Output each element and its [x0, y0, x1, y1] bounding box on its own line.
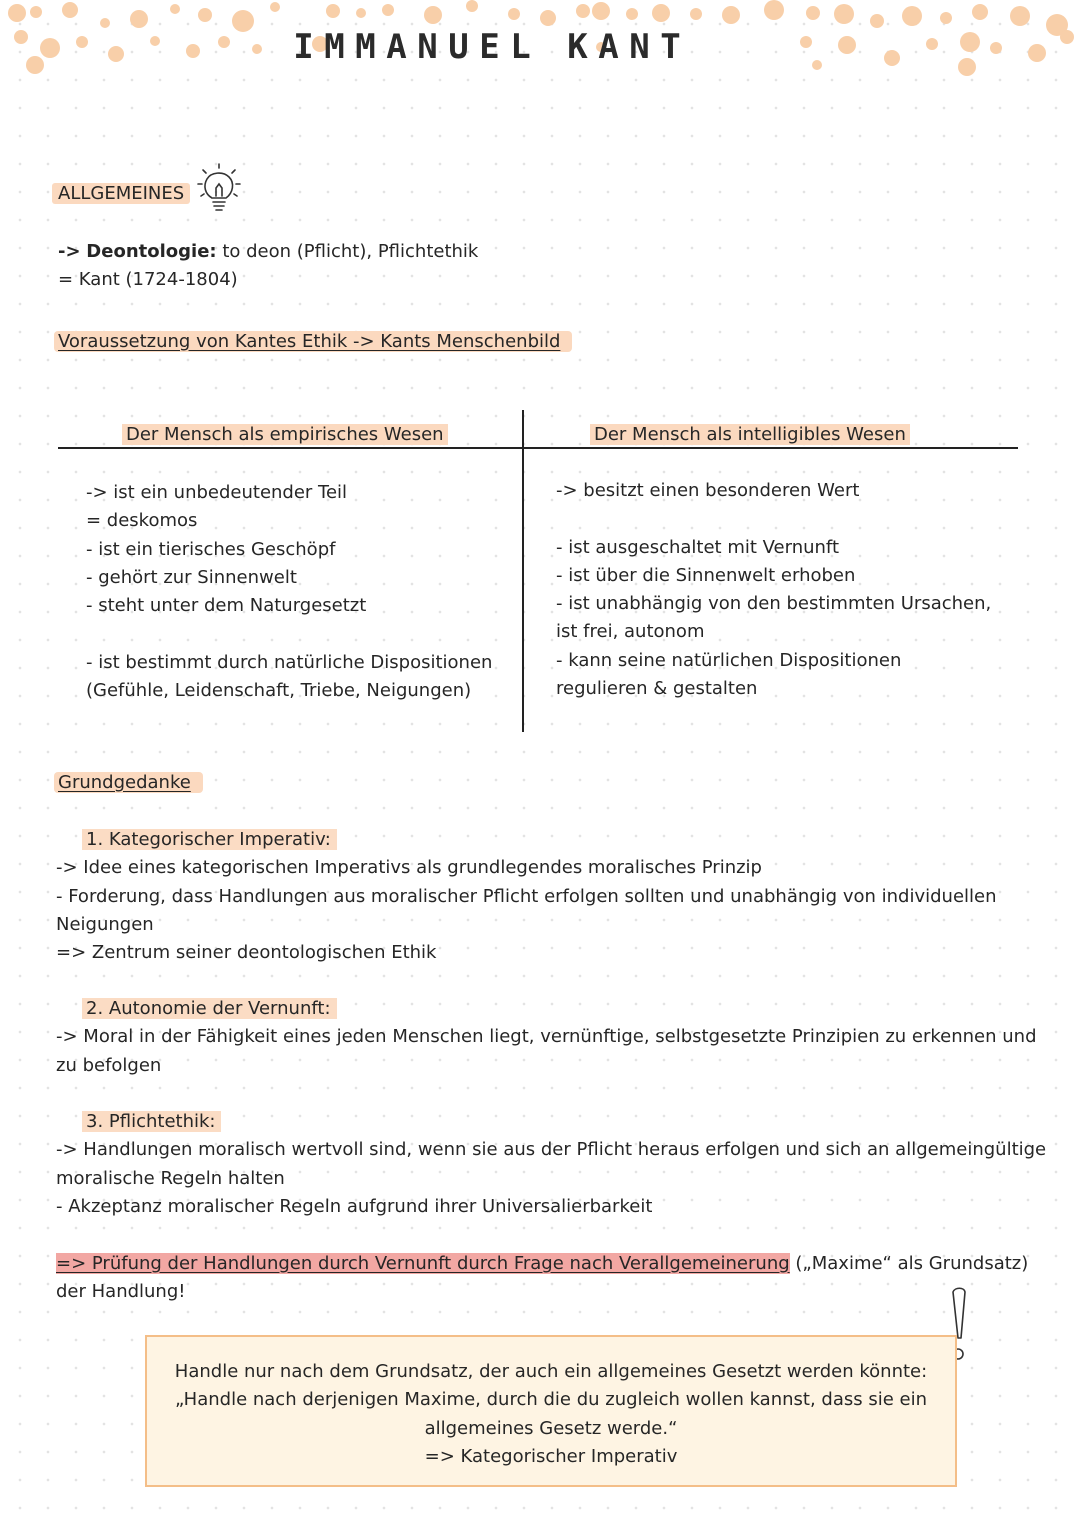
voraussetzung-text: Voraussetzung von Kantes Ethik -> Kants Menschenbild: [54, 331, 572, 352]
left-column-header: [122, 421, 448, 449]
list-item: - gehört zur Sinnenwelt: [86, 566, 297, 588]
title-letter: N: [629, 27, 650, 67]
right-column-header: [590, 421, 910, 449]
pruefung-line: [56, 1250, 1028, 1278]
pruefung-highlight: => Prüfung der Handlungen durch Vernunft durch Frage nach Verallgemeinerung: [56, 1253, 790, 1274]
dot-icon: [990, 42, 1002, 54]
title-letter: K: [567, 27, 588, 67]
title-letter: N: [417, 27, 438, 67]
dot-icon: [926, 38, 938, 50]
box-line: => Kategorischer Imperativ: [424, 1445, 678, 1467]
dot-icon: [838, 36, 856, 54]
list-item: (Gefühle, Leidenschaft, Triebe, Neigungen): [86, 680, 472, 702]
dot-icon: [424, 6, 442, 24]
paragraph-line: -> Handlungen moralisch wertvoll sind, wenn sie aus der Pflicht heraus erfolgen und sich an allgemeingültige: [56, 1139, 1047, 1161]
paragraph-line: -> Idee eines kategorischen Imperativs als grundlegendes moralisches Prinzip: [56, 857, 762, 879]
dot-icon: [884, 50, 900, 66]
dot-icon: [14, 30, 28, 44]
dot-icon: [130, 10, 148, 28]
list-item: = deskomos: [86, 510, 198, 532]
list-item: - ist bestimmt durch natürliche Dispositionen: [86, 651, 493, 673]
paragraph-line: Neigungen: [56, 913, 154, 935]
dot-icon: [1028, 44, 1046, 62]
dot-icon: [690, 8, 702, 20]
dot-icon: [218, 36, 230, 48]
dot-icon: [356, 8, 366, 18]
deontologie-definition: to deon (Pflicht), Pflichtethik: [222, 241, 479, 262]
dot-icon: [960, 32, 980, 52]
left-column-header-text: Der Mensch als empirisches Wesen: [122, 424, 448, 445]
dot-icon: [722, 6, 740, 24]
dot-icon: [186, 44, 200, 58]
dot-icon: [508, 8, 520, 20]
dot-icon: [940, 12, 952, 24]
title-letter: L: [510, 27, 531, 67]
list-item: -> ist ein unbedeutender Teil: [86, 482, 348, 503]
paragraph-line: moralische Regeln halten: [56, 1167, 285, 1189]
grundgedanke-heading-text: Grundgedanke: [54, 772, 203, 793]
dot-icon: [170, 4, 180, 14]
deontologie-line: [58, 238, 478, 266]
dot-icon: [800, 36, 812, 48]
dot-icon: [252, 44, 262, 54]
title-letter: A: [598, 27, 619, 67]
dot-icon: [806, 6, 820, 20]
title-space: [536, 24, 562, 70]
list-item: - kann seine natürlichen Dispositionen: [556, 649, 902, 671]
dot-icon: [626, 8, 638, 20]
dot-icon: [382, 4, 394, 16]
title-letter: M: [324, 27, 345, 67]
pruefung-line-2: der Handlung!: [56, 1281, 186, 1303]
section-heading: [56, 826, 997, 854]
box-line: allgemeines Gesetz werde.“: [424, 1417, 678, 1439]
dot-icon: [108, 46, 124, 62]
paragraph-line: -> Moral in der Fähigkeit eines jeden Menschen liegt, vernünftige, selbstgesetzte Prinzipien zu erkennen und: [56, 1026, 1037, 1048]
section-heading: [56, 1108, 1046, 1136]
dot-icon: [8, 4, 26, 22]
grundgedanke-heading: [54, 769, 203, 797]
paragraph-line: => Zentrum seiner deontologischen Ethik: [56, 942, 437, 964]
list-item: ist frei, autonom: [556, 621, 705, 643]
list-item: - ist ausgeschaltet mit Vernunft: [556, 536, 840, 558]
title-letter: U: [448, 27, 469, 67]
title-letter: E: [479, 27, 500, 67]
dot-icon: [30, 6, 42, 18]
title-letter: A: [386, 27, 407, 67]
allgemeines-heading-text: ALLGEMEINES: [52, 183, 190, 204]
left-column-list: [86, 479, 492, 705]
list-item: - ist unabhängig von den bestimmten Ursachen,: [556, 593, 992, 615]
dot-icon: [812, 60, 822, 70]
kategorischer-imperativ-box: [145, 1335, 957, 1487]
list-item: - steht unter dem Naturgesetzt: [86, 595, 367, 617]
dot-icon: [972, 4, 988, 20]
right-column-list: [556, 477, 991, 703]
voraussetzung-heading: [54, 328, 572, 356]
dot-icon: [592, 2, 610, 20]
list-item: - ist über die Sinnenwelt erhoben: [556, 564, 856, 586]
paragraph-line: zu befolgen: [56, 1054, 162, 1076]
dot-icon: [40, 38, 60, 58]
list-item: - ist ein tierisches Geschöpf: [86, 538, 336, 560]
lightbulb-icon: [195, 160, 247, 222]
box-line: „Handle nach derjenigen Maxime, durch die du zugleich wollen kannst, dass sie ein: [174, 1389, 928, 1411]
dot-icon: [576, 4, 590, 18]
dot-icon: [1060, 30, 1074, 44]
deontologie-term: Deontologie:: [86, 241, 217, 262]
allgemeines-heading: [52, 180, 190, 208]
dot-icon: [198, 8, 212, 22]
section-heading-text: 2. Autonomie der Vernunft:: [82, 998, 337, 1019]
section-heading-text: 1. Kategorischer Imperativ:: [82, 829, 337, 850]
dot-icon: [76, 36, 88, 48]
box-line: Handle nur nach dem Grundsatz, der auch ein allgemeines Gesetzt werden könnte:: [174, 1361, 928, 1382]
dot-icon: [652, 4, 670, 22]
list-item: [86, 620, 492, 648]
pruefung-paragraph: [56, 1250, 1028, 1307]
dot-icon: [466, 0, 478, 12]
dot-icon: [232, 10, 254, 32]
table-vertical-line: [522, 410, 524, 732]
arrow-text: ->: [58, 241, 81, 262]
list-item: -> besitzt einen besonderen Wert: [556, 480, 860, 501]
kant-dates: = Kant (1724-1804): [58, 269, 238, 290]
dot-icon: [834, 4, 854, 24]
dot-icon: [958, 58, 976, 76]
section-autonomie: [56, 995, 1037, 1080]
dot-icon: [764, 0, 784, 20]
paragraph-line: - Akzeptanz moralischer Regeln aufgrund ihrer Universalierbarkeit: [56, 1195, 653, 1217]
dot-icon: [902, 6, 922, 26]
pruefung-rest: („Maxime“ als Grundsatz): [789, 1253, 1029, 1274]
section-heading-text: 3. Pflichtethik:: [82, 1111, 221, 1132]
dot-icon: [100, 18, 110, 28]
dot-icon: [870, 14, 884, 28]
right-column-header-text: Der Mensch als intelligibles Wesen: [590, 424, 910, 445]
title-letter: I: [293, 27, 314, 67]
list-item: [556, 505, 991, 533]
paragraph-line: - Forderung, dass Handlungen aus moralischer Pflicht erfolgen sollten und unabhängig von individuellen: [56, 885, 997, 907]
title-letter: M: [355, 27, 376, 67]
dot-icon: [26, 56, 44, 74]
section-pflichtethik: [56, 1108, 1046, 1221]
dot-icon: [326, 4, 340, 18]
dot-icon: [62, 2, 78, 18]
title-letter: T: [660, 27, 681, 67]
dot-icon: [150, 36, 160, 46]
page-title: [288, 24, 686, 70]
section-heading: [56, 995, 1037, 1023]
section-kategorischer-imperativ: [56, 826, 997, 967]
dot-icon: [1010, 6, 1030, 26]
dot-icon: [270, 2, 280, 12]
list-item: regulieren & gestalten: [556, 678, 758, 700]
